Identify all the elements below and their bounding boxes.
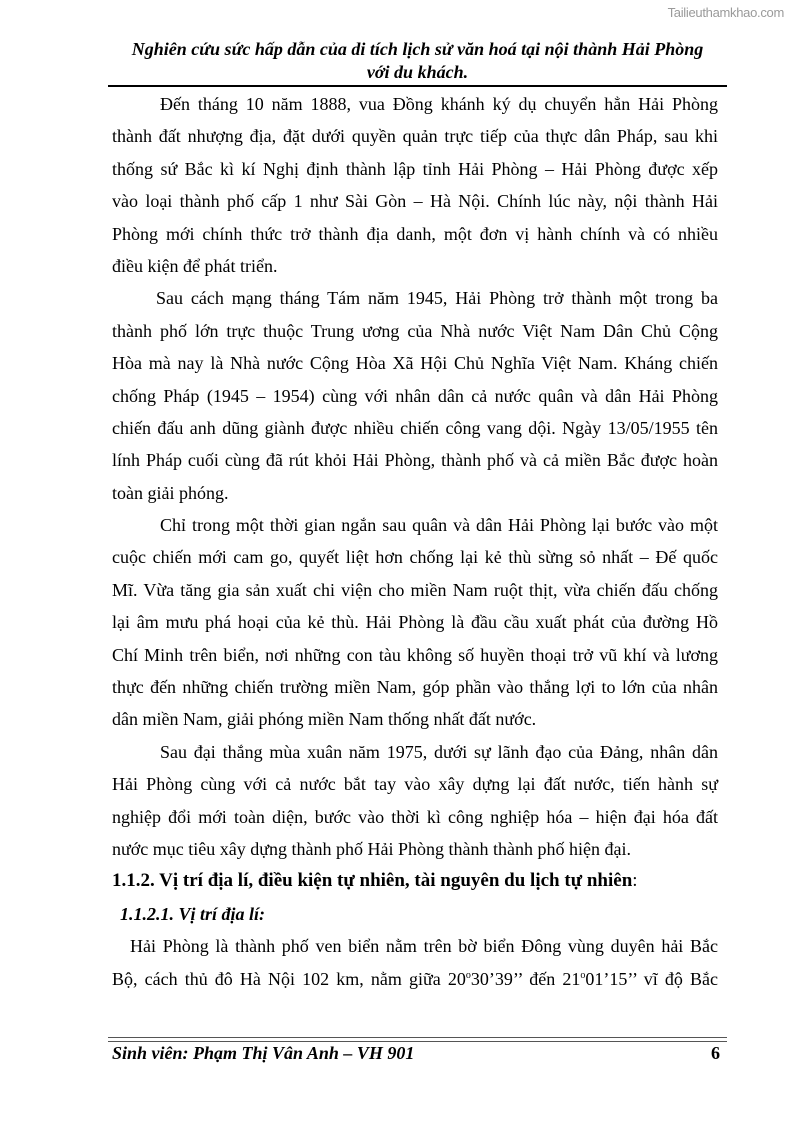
text-line: thống sứ Bắc kì kí Nghị định thành lập tỉnh Hải Phòng – Hải Phòng được xếp [112,158,718,179]
text-line: nước mục tiêu xây dựng thành phố Hải Phòng thành thành phố hiện đại. [112,838,631,859]
text-line: thành phố lớn trực thuộc Trung ương của Nhà nước Việt Nam Dân Chủ Cộng [112,320,718,341]
paragraph-4 [112,736,718,866]
text-line: Hải Phòng cùng với cả nước bắt tay vào xây dựng lại đất nước, tiến hành sự [112,774,718,795]
section-heading-colon: : [632,870,638,892]
text-line: thành đất nhượng địa, đặt dưới quyền quản trực tiếp của thực dân Pháp, sau khi [112,126,718,147]
header-title-line1: Nghiên cứu sức hấp dẫn của di tích lịch sử văn hoá tại nội thành Hải Phòng [131,39,704,59]
header-rule [108,85,727,87]
text-line: Phòng mới chính thức trở thành địa danh, một đơn vị hành chính và có nhiều [112,223,718,244]
text-segment: 01’15’’ vĩ độ Bắc [585,968,718,989]
text-line: vào loại thành phố cấp 1 như Sài Gòn – Hà Nội. Chính lúc này, nội thành Hải [112,191,718,212]
text-line: Sau đại thắng mùa xuân năm 1975, dưới sự lãnh đạo của Đảng, nhân dân [160,741,718,762]
paragraph-2 [112,282,718,509]
paragraph-1 [112,88,718,282]
text-segment: Bộ, cách thủ đô Hà Nội 102 km, nằm giữa 20 [112,968,466,989]
text-line: thực đến những chiến trường miền Nam, góp phần vào thắng lợi to lớn của nhân [112,677,718,698]
watermark: Tailieuthamkhao.com [667,5,784,20]
text-line: điều kiện để phát triển. [112,255,278,276]
text-line: cuộc chiến mới cam go, quyết liệt hơn chống lại kẻ thù sừng sỏ nhất – Đế quốc [112,547,718,568]
page-footer [112,1043,720,1064]
text-line: Hải Phòng là thành phố ven biển nằm trên bờ biển Đông vùng duyên hải Bắc [130,936,718,957]
text-line: dân miền Nam, giải phóng miền Nam thống nhất đất nước. [112,709,537,730]
header-title-line2: với du khách. [366,62,469,82]
text-line: Chỉ trong một thời gian ngắn sau quân và dân Hải Phòng lại bước vào một [160,515,718,536]
page-body [112,88,718,995]
text-segment: 30’39’’ đến 21 [470,968,581,989]
text-line: Đến tháng 10 năm 1888, vua Đồng khánh ký dụ chuyển hẳn Hải Phòng [160,94,718,114]
degree-sign: o [465,969,471,981]
footer-rule [108,1037,727,1042]
footer-student: Sinh viên: Phạm Thị Vân Anh – VH 901 [112,1043,415,1063]
text-line: chiến đấu anh dũng giành được nhiều chiến công vang dội. Ngày 13/05/1955 tên [112,417,718,438]
text-line: Mĩ. Vừa tăng gia sản xuất chi viện cho miền Nam ruột thịt, vừa chiến đấu chống [112,579,718,600]
text-line: toàn giải phóng. [112,482,229,503]
paragraph-3 [112,509,718,736]
page-number: 6 [711,1043,720,1063]
text-line [112,963,718,995]
text-line: Sau cách mạng tháng Tám năm 1945, Hải Phòng trở thành một trong ba [156,288,718,309]
text-line: lại âm mưu phá hoại của kẻ thù. Hải Phòng là đầu cầu xuất phát của đường Hồ [112,612,718,633]
degree-sign: o [580,969,586,981]
text-line: Hòa mà nay là Nhà nước Cộng Hòa Xã Hội Chủ Nghĩa Việt Nam. Kháng chiến [112,353,718,374]
text-line: nghiệp đổi mới toàn diện, bước vào thời kì công nghiệp hóa – hiện đại hóa đất [112,806,718,827]
paragraph-5 [112,930,718,995]
text-line: lính Pháp cuối cùng đã rút khỏi Hải Phòng, thành phố và cả miền Bắc được hoàn [112,450,718,471]
subsection-heading: 1.1.2.1. Vị trí địa lí: [120,903,266,924]
section-heading-text: 1.1.2. Vị trí địa lí, điều kiện tự nhiên, tài nguyên du lịch tự nhiên [112,870,633,892]
text-line: chống Pháp (1945 – 1954) cùng với nhân dân cả nước quân và dân Hải Phòng [112,385,718,406]
section-heading [112,865,718,897]
text-line: Chí Minh trên biển, nơi những con tàu không số huyền thoại trở vũ khí và lương [112,644,718,665]
running-header [108,38,727,84]
